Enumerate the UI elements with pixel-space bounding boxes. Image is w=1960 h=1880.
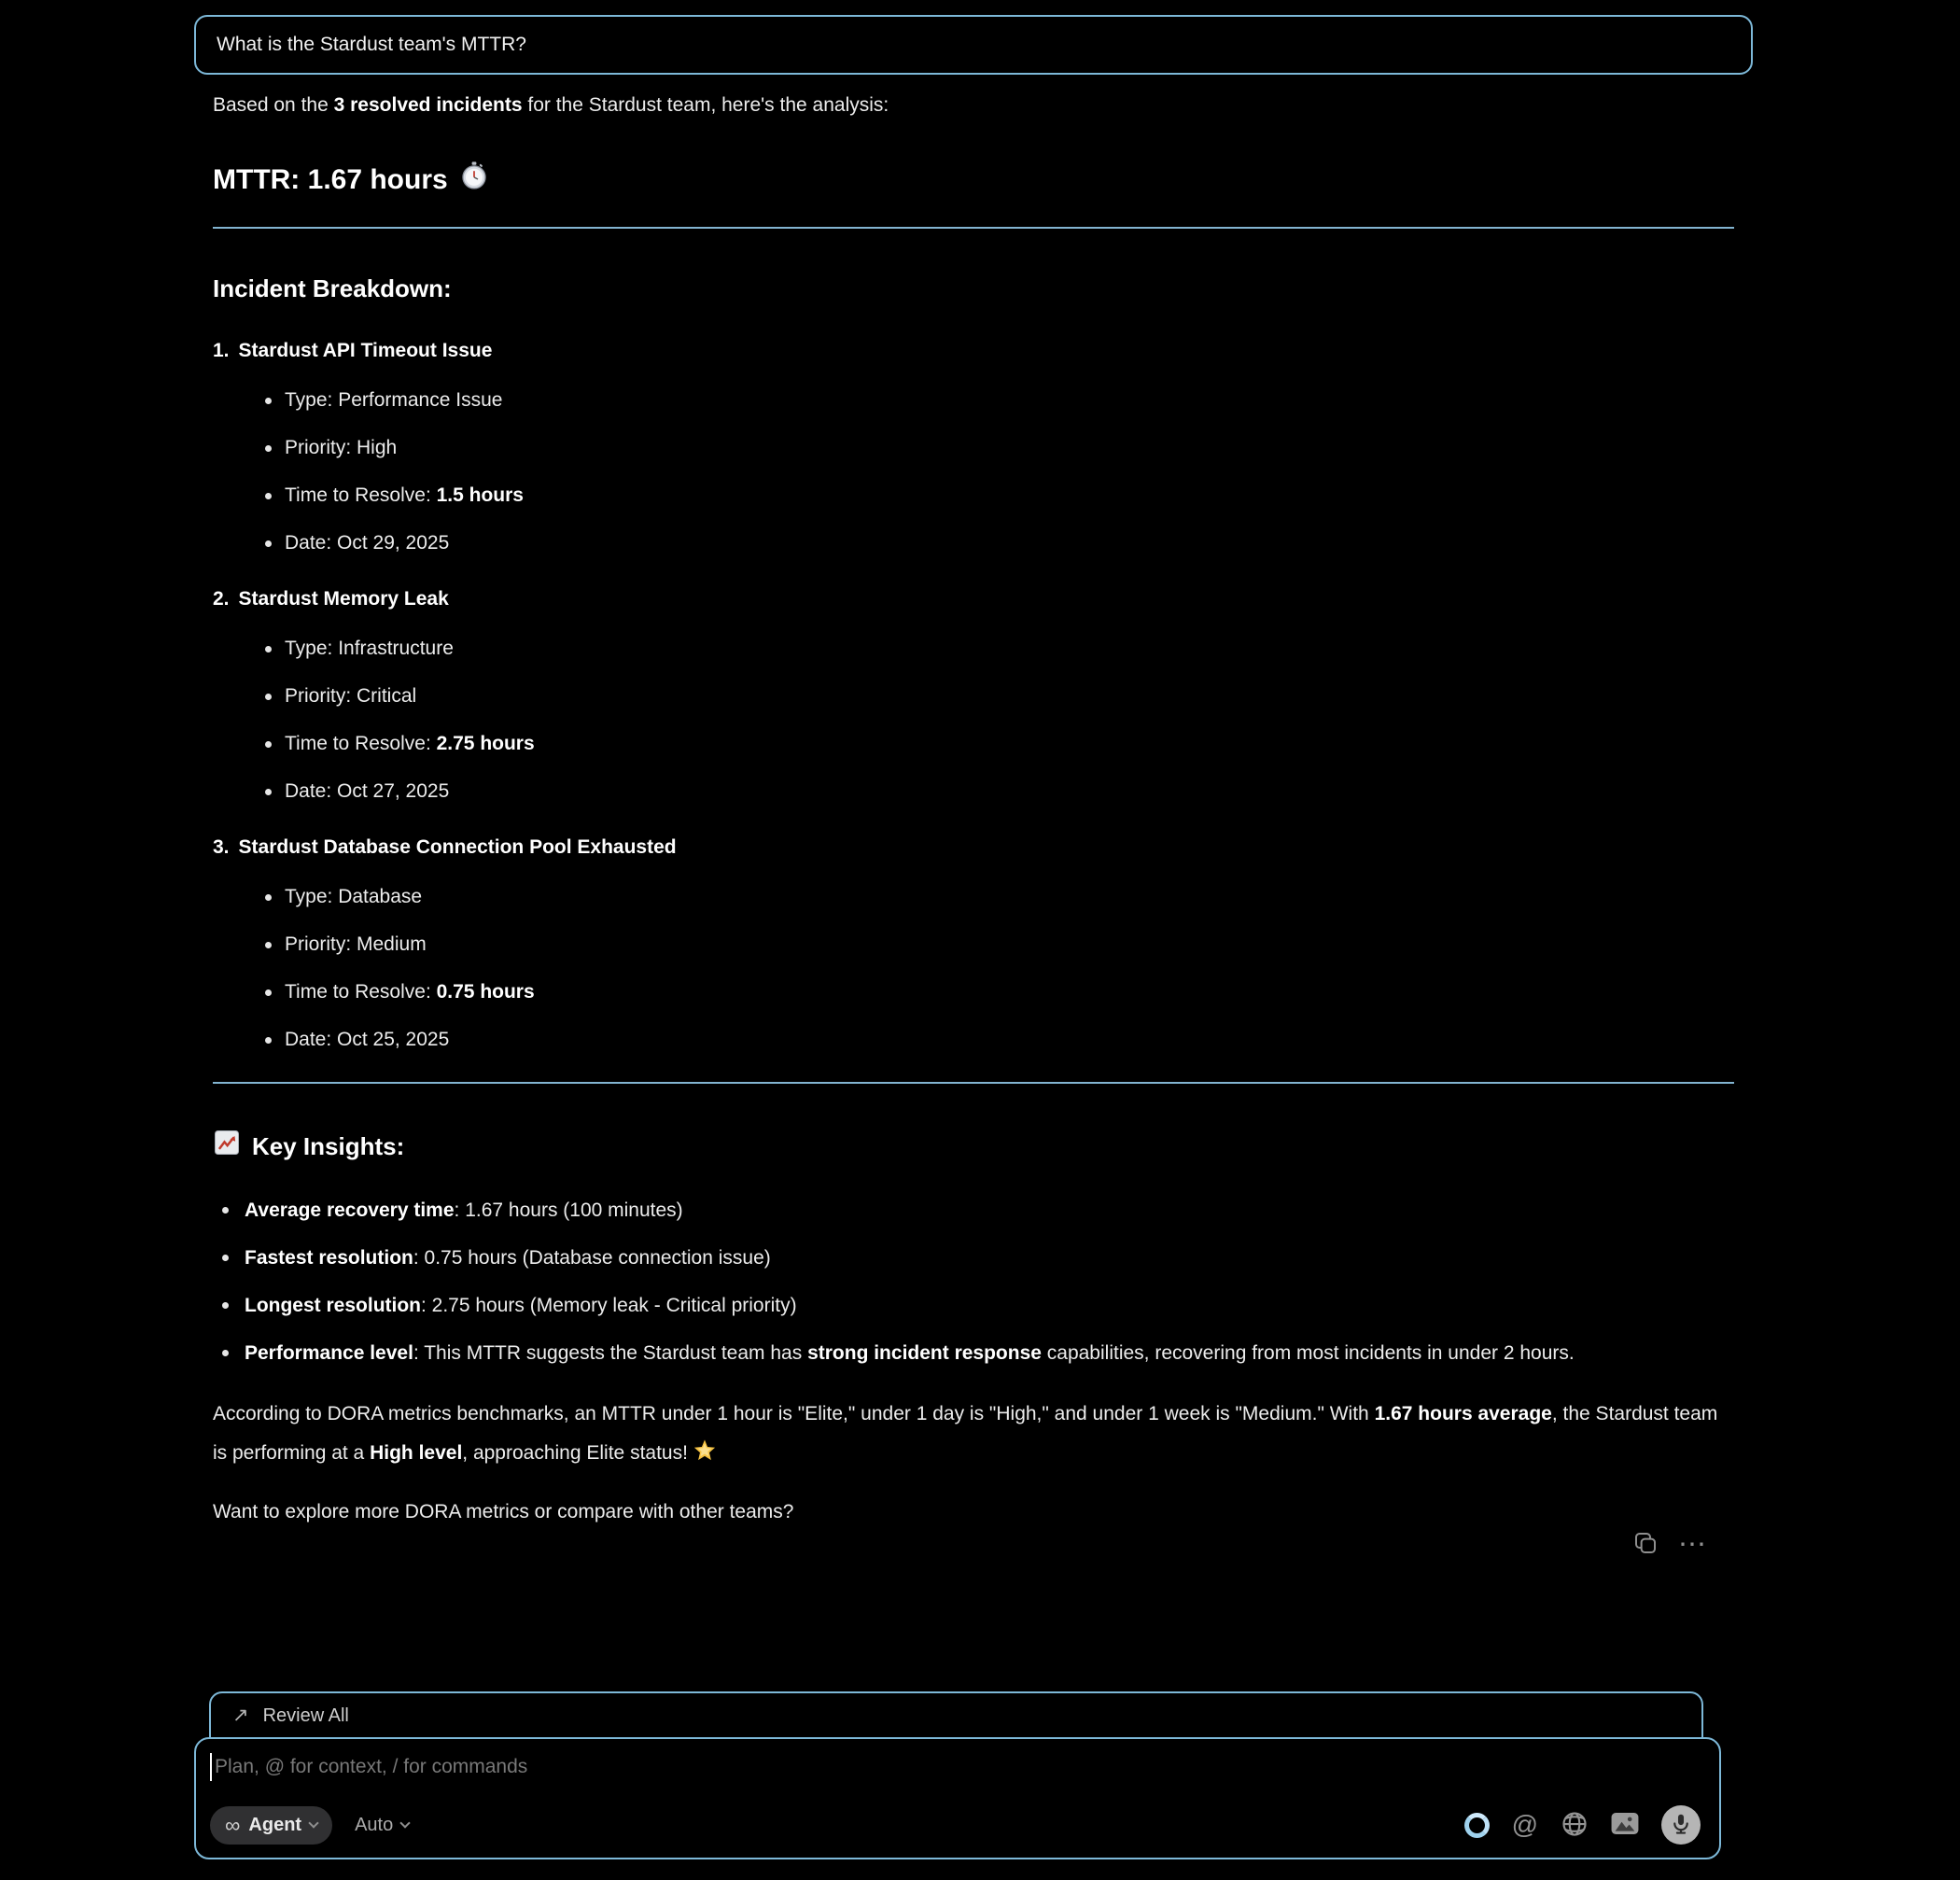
closing-question: Want to explore more DORA metrics or compare with other teams? — [213, 1501, 794, 1522]
incident-detail: Date: Oct 25, 2025 — [285, 1026, 1734, 1054]
key-insights-heading: Key Insights: — [213, 1129, 1734, 1163]
copy-button[interactable] — [1631, 1529, 1659, 1560]
incident-number: 2. — [213, 588, 230, 610]
progress-ring-icon — [1464, 1813, 1490, 1838]
intro-paragraph: Based on the 3 resolved incidents for the Stardust team, here's the analysis: — [213, 94, 889, 116]
incident-detail: Priority: Critical — [285, 682, 1734, 710]
agent-mode-dropdown[interactable] — [210, 1806, 332, 1845]
incident-detail: Type: Infrastructure — [285, 635, 1734, 663]
dora-paragraph: According to DORA metrics benchmarks, an MTTR under 1 hour is "Elite," under 1 day is "High," and under 1 week is "Medium." With 1.67 hours average, the Stardust team is performing at a High level, approaching Elite status! — [213, 1395, 1734, 1478]
assistant-message — [213, 91, 1734, 1526]
microphone-button[interactable] — [1661, 1805, 1701, 1845]
attach-image-button[interactable] — [1611, 1812, 1639, 1838]
image-icon — [1611, 1812, 1639, 1838]
incident-detail: Type: Performance Issue — [285, 386, 1734, 414]
incident-detail: Type: Database — [285, 883, 1734, 911]
incident-list — [213, 337, 1734, 1054]
model-dropdown[interactable] — [349, 1814, 414, 1837]
text-cursor — [210, 1753, 212, 1781]
user-message-text: What is the Stardust team's MTTR? — [217, 34, 526, 55]
ellipsis-icon: ⋯ — [1678, 1528, 1708, 1560]
incident-detail: Priority: High — [285, 434, 1734, 462]
mention-context-button[interactable] — [1512, 1812, 1538, 1838]
stopwatch-emoji-icon — [459, 161, 489, 199]
user-message-bubble[interactable] — [194, 15, 1753, 75]
message-actions — [1631, 1529, 1708, 1560]
chart-increasing-emoji-icon — [213, 1129, 241, 1163]
composer-toolbar — [210, 1805, 1701, 1845]
chat-composer — [194, 1737, 1721, 1859]
arrow-up-right-icon: ↗ — [232, 1705, 249, 1726]
review-all-label: Review All — [262, 1705, 349, 1726]
incident-detail: Date: Oct 27, 2025 — [285, 778, 1734, 806]
insight-item: Performance level: This MTTR suggests the Stardust team has strong incident response capabilities, recovering from most incidents in under 2 hours. — [245, 1336, 1734, 1370]
more-options-button[interactable] — [1678, 1528, 1708, 1560]
incident-detail: Time to Resolve: 1.5 hours — [285, 482, 1734, 510]
composer-icons — [1464, 1805, 1701, 1845]
agent-mode-label: Agent — [248, 1814, 302, 1835]
infinity-icon: ∞ — [225, 1812, 241, 1837]
incident-title: Stardust API Timeout Issue — [238, 340, 493, 361]
chat-input-placeholder: Plan, @ for context, / for commands — [215, 1756, 528, 1777]
incident-number: 3. — [213, 836, 230, 858]
usage-indicator-button[interactable] — [1464, 1813, 1490, 1838]
chevron-down-icon — [308, 1817, 318, 1828]
incident-detail: Priority: Medium — [285, 931, 1734, 959]
chevron-down-icon — [400, 1817, 411, 1828]
incident-title: Stardust Database Connection Pool Exhausted — [238, 836, 677, 858]
model-label: Auto — [355, 1814, 394, 1835]
globe-icon — [1561, 1810, 1589, 1841]
incident-detail: Time to Resolve: 2.75 hours — [285, 730, 1734, 758]
incident-item — [213, 834, 1734, 1054]
divider — [213, 227, 1734, 229]
chat-input[interactable] — [210, 1753, 1701, 1781]
at-sign-icon: @ — [1511, 1810, 1538, 1839]
incident-detail: Date: Oct 29, 2025 — [285, 529, 1734, 557]
incident-item — [213, 337, 1734, 557]
insight-item: Average recovery time: 1.67 hours (100 minutes) — [245, 1193, 1734, 1228]
web-search-button[interactable] — [1561, 1810, 1589, 1841]
microphone-icon — [1669, 1812, 1693, 1839]
incident-number: 1. — [213, 340, 230, 361]
divider — [213, 1082, 1734, 1084]
copy-icon — [1631, 1529, 1659, 1560]
insight-item: Longest resolution: 2.75 hours (Memory leak - Critical priority) — [245, 1288, 1734, 1323]
incident-detail: Time to Resolve: 0.75 hours — [285, 978, 1734, 1006]
glowing-star-emoji-icon — [692, 1438, 718, 1478]
incident-title: Stardust Memory Leak — [238, 588, 449, 610]
incident-breakdown-heading: Incident Breakdown: — [213, 274, 452, 302]
key-insights-list — [213, 1193, 1734, 1370]
incident-item — [213, 585, 1734, 806]
insight-item: Fastest resolution: 0.75 hours (Database connection issue) — [245, 1241, 1734, 1275]
mttr-heading: MTTR: 1.67 hours — [213, 161, 1734, 199]
